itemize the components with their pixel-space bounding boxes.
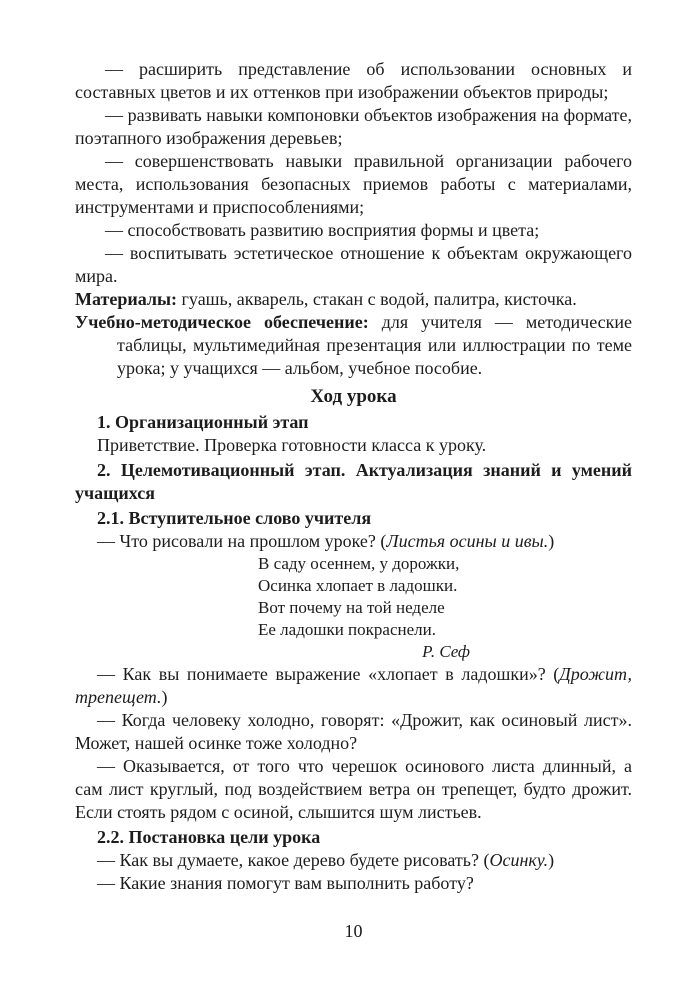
poem-line-1: В саду осеннем, у дорожки, xyxy=(258,554,460,573)
dialog-question-tree xyxy=(75,849,632,872)
materials-text: гуашь, акварель, стакан с водой, палитра, кисточка. xyxy=(181,289,577,309)
methodical-text: для учителя — методические таблицы, мультимедийная презентация или иллюстрации по теме урока; у учащихся — альбом, учебное пособие. xyxy=(117,312,632,378)
question-close: ) xyxy=(548,531,555,551)
dialog-fact-aspen: — Оказывается, от того что черешок осинового листа длинный, а сам лист круглый, под воздействием ветра он трепещет, будто дрожит. Если стоять рядом с осиной, слышится шум листьев. xyxy=(75,756,632,822)
question-text: — Что рисовали на прошлом уроке? ( xyxy=(97,531,387,551)
materials-paragraph xyxy=(75,288,632,311)
answer-italic: Дрожит, трепещет. xyxy=(75,664,632,707)
lesson-main-heading: Ход урока xyxy=(310,386,397,407)
dialog-question-cold: — Когда человеку холодно, говорят: «Дрожит, как осиновый лист». Может, нашей осинке тоже холодно? xyxy=(75,710,632,753)
section-2-1-title: 2.1. Вступительное слово учителя xyxy=(97,508,372,528)
poem-line-4: Ее ладошки покраснели. xyxy=(258,620,436,639)
materials-label: Материалы: xyxy=(75,289,178,309)
poem-line-2: Осинка хлопает в ладошки. xyxy=(258,576,458,595)
dialog-question-expression xyxy=(75,663,632,709)
answer-italic: Листья осины и ивы. xyxy=(386,531,549,551)
poem-line-3: Вот почему на той неделе xyxy=(258,598,445,617)
question-close: ) xyxy=(548,850,555,870)
question-text: — Как вы понимаете выражение «хлопает в ладошки»? ( xyxy=(97,664,560,684)
methodical-label: Учебно-методическое обеспечение: xyxy=(75,312,369,332)
dialog-question-skills: — Какие знания помогут вам выполнить работу? xyxy=(97,873,474,893)
poem-author: Р. Сеф xyxy=(422,642,470,661)
question-close: ) xyxy=(161,687,168,707)
objective-paragraph-3: — совершенствовать навыки правильной организации рабочего места, использования безопасных приемов работы с материалами, инструментами и приспособлениями; xyxy=(75,151,632,217)
objective-paragraph-1: — расширить представление об использовании основных и составных цветов и их оттенков при изображении объектов природы; xyxy=(75,59,632,102)
section-1-title: 1. Организационный этап xyxy=(97,412,309,432)
objective-paragraph-5: — воспитывать эстетическое отношение к объектам окружающего мира. xyxy=(75,243,632,286)
objective-paragraph-4: — способствовать развитию восприятия формы и цвета; xyxy=(105,220,540,240)
methodical-paragraph xyxy=(75,311,632,380)
page-number: 10 xyxy=(344,921,363,941)
page-content xyxy=(75,58,632,895)
dialog-question-past-lesson xyxy=(75,530,632,553)
poem-block xyxy=(258,553,480,663)
section-1-body: Приветствие. Проверка готовности класса к уроку. xyxy=(97,435,487,455)
objective-paragraph-2: — развивать навыки компоновки объектов изображения на формате, поэтапного изображения деревьев; xyxy=(75,105,632,148)
question-text: — Как вы думаете, какое дерево будете рисовать? ( xyxy=(97,850,490,870)
section-2-2-title: 2.2. Постановка цели урока xyxy=(97,827,321,847)
answer-italic: Осинку. xyxy=(489,850,549,870)
section-2-title: 2. Целемотивационный этап. Актуализация знаний и умений учащихся xyxy=(75,460,632,503)
